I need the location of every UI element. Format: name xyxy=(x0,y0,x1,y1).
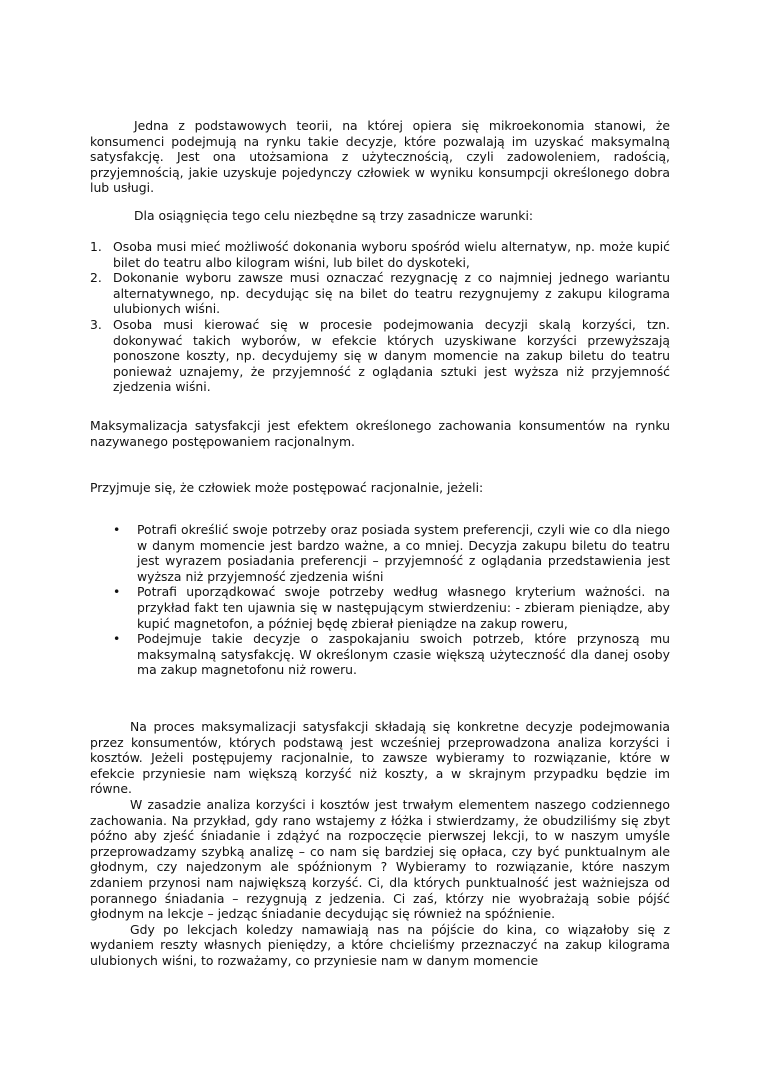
intro-paragraph: Jedna z podstawowych teorii, na której opiera się mikroekonomia stanowi, że konsumenci podejmują na rynku takie decyzje, które pozwalają im uzyskać maksymalną satysfakcję. Jest ona utożsamiona z użytecznością, czyli zadowoleniem, radością, przyjemnością, jakie uzyskuje pojedynczy człowiek w wyniku konsumpcji określonego dobra lub usługi. xyxy=(90,118,670,196)
bullet-icon: • xyxy=(113,584,121,600)
list-item-text: Dokonanie wyboru zawsze musi oznaczać rezygnację z co najmniej jednego wariantu alternatywnego, np. decydując się na bilet do teatru rezygnujemy z zakupu kilograma ulubionych wiśni. xyxy=(113,270,670,317)
list-item xyxy=(90,631,670,678)
list-item-text: Podejmuje takie decyzje o zaspokajaniu swoich potrzeb, które przynoszą mu maksymalną satysfakcję. W określonym czasie większą użyteczność dla danej osoby ma zakup magnetofonu niż roweru. xyxy=(137,631,670,678)
bullet-icon: • xyxy=(113,631,121,647)
analysis-paragraph: W zasadzie analiza korzyści i kosztów jest trwałym elementem naszego codziennego zachowania. Na przykład, gdy rano wstajemy z łóżka i stwierdzamy, że obudziliśmy się zbyt późno aby zjeść śniadanie i zdążyć na rozpoczęcie pierwszej lekcji, to w naszym umyśle przeprowadzamy szybką analizę – co nam się bardziej się opłaca, czy być punktualnym ale głodnym, czy najedzonym ale spóźnionym ? Wybieramy to rozwiązanie, które naszym zdaniem przynosi nam największą korzyść. Ci, dla których punktualność jest ważniejsza od porannego śniadania – rezygnują z jedzenia. Ci zaś, którzy nie wyobrażają sobie pójść głodnym na lekcje – jedząc śniadanie decydując się również na spóźnienie. xyxy=(90,796,670,922)
list-number: 1. xyxy=(90,239,102,254)
conditions-intro: Dla osiągnięcia tego celu niezbędne są trzy zasadnicze warunki: xyxy=(134,208,534,223)
list-item-text: Potrafi uporządkować swoje potrzeby według własnego kryterium ważności. na przykład fakt ten ujawnia się w następującym stwierdzeniu: - zbieram pieniądze, aby kupić magnetofon, a później będę zbierał pieniądze na zakup roweru, xyxy=(137,584,670,631)
list-item xyxy=(90,317,670,395)
bullet-icon: • xyxy=(113,522,121,537)
list-number: 3. xyxy=(90,316,102,332)
rational-conditions-list xyxy=(90,522,670,678)
list-item-text: Potrafi określić swoje potrzeby oraz posiada system preferencji, czyli wie co dla niego w danym momencie jest bardzo ważne, a co mniej. Decyzja zakupu biletu do teatru jest wyrazem posiadania preferencji – przyjemność z oglądania przedstawienia jest wyższa niż przyjemność zjedzenia wiśni xyxy=(137,522,670,584)
analysis-paragraph: Gdy po lekcjach koledzy namawiają nas na pójście do kina, co wiązałoby się z wydaniem reszty własnych pieniędzy, a które chcieliśmy przeznaczyć na zakup kilograma ulubionych wiśni, to rozważamy, co przyniesie nam w danym momencie xyxy=(90,921,670,968)
rational-intro: Przyjmuje się, że człowiek może postępować racjonalnie, jeżeli: xyxy=(90,480,484,495)
list-item-text: Osoba musi mieć możliwość dokonania wyboru spośród wielu alternatyw, np. może kupić bilet do teatru albo kilogram wiśni, lub bilet do dyskoteki, xyxy=(113,239,670,270)
list-number: 2. xyxy=(90,270,102,286)
analysis-section xyxy=(90,719,670,969)
list-item xyxy=(90,584,670,631)
conditions-list xyxy=(90,239,670,395)
maximization-paragraph: Maksymalizacja satysfakcji jest efektem określonego zachowania konsumentów na rynku nazywanego postępowaniem racjonalnym. xyxy=(90,418,670,449)
analysis-paragraph: Na proces maksymalizacji satysfakcji składają się konkretne decyzje podejmowania przez konsumentów, których podstawą jest wcześniej przeprowadzona analiza korzyści i kosztów. Jeżeli postępujemy racjonalnie, to zawsze wybieramy to rozwiązanie, które w efekcie przyniesie nam większą korzyść niż koszty, a w skrajnym przypadku będzie im równe. xyxy=(90,719,670,797)
list-item xyxy=(90,239,670,270)
list-item-text: Osoba musi kierować się w procesie podejmowania decyzji skalą korzyści, tzn. dokonywać takich wyborów, w efekcie których uzyskiwane korzyści przewyższają ponoszone koszty, np. decydujemy się w danym momencie na zakup biletu do teatru ponieważ uznajemy, że przyjemność z oglądania sztuki jest wyższa niż przyjemność zjedzenia wiśni. xyxy=(113,316,670,395)
list-item xyxy=(90,270,670,317)
list-item xyxy=(90,522,670,584)
